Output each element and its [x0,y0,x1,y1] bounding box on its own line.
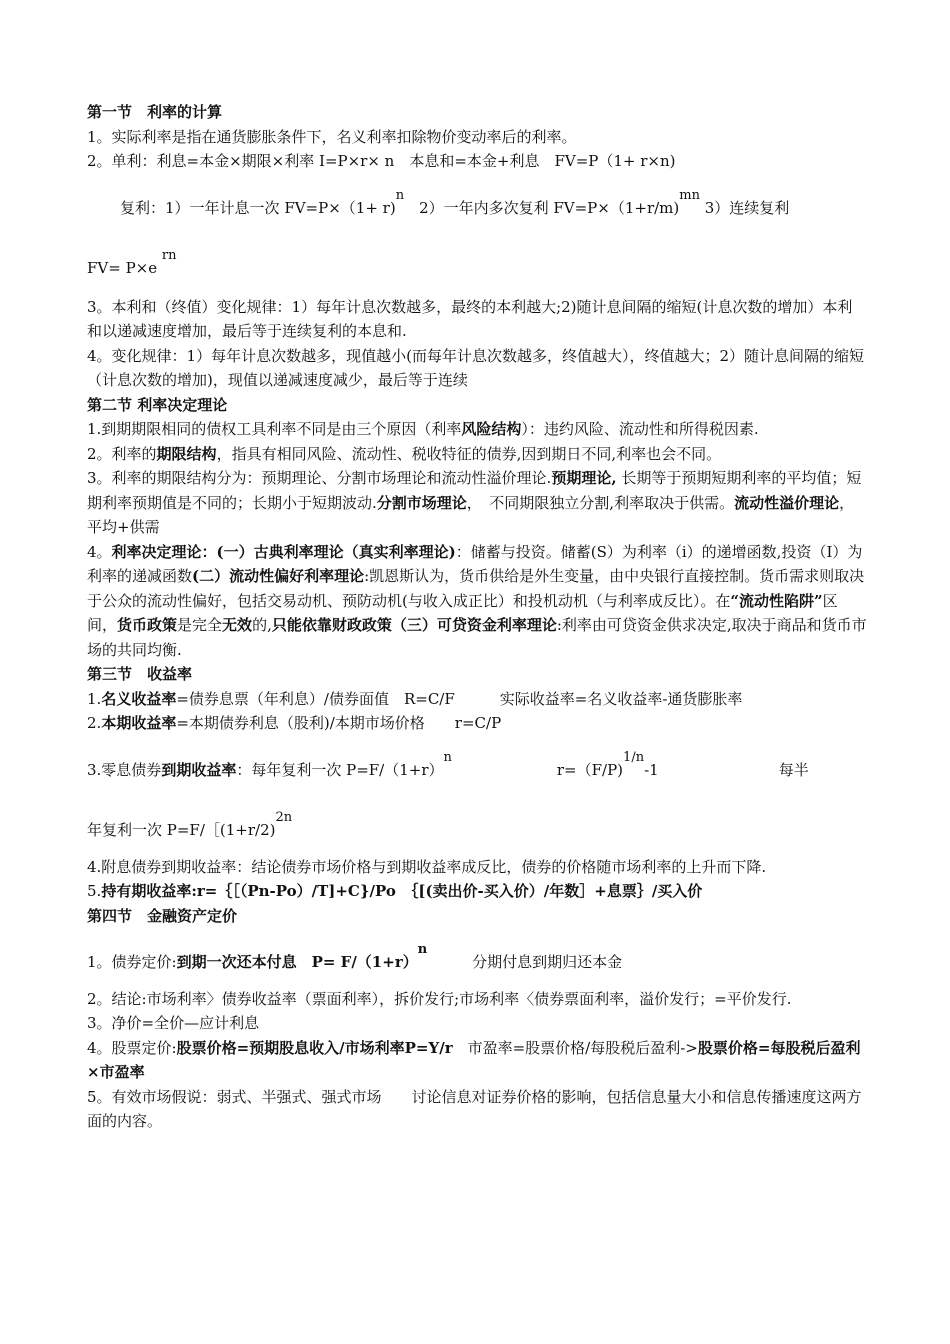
text-run: =本期债券利息（股利)/本期市场价格 r=C/P [176,714,502,732]
compound-interest-1: 复利：1）一年计息一次 FV=P×（1+ r) [105,198,396,217]
s3-paragraph-5: 4.附息债券到期收益率：结论债券市场价格与到期收益率成反比，债券的价格随市场利率的上升而下降. [87,857,767,876]
bold-run: “流动性陷阱” [730,591,823,610]
text-run: 3。利率的期限结构分为：预期理论、分割市场理论和流动性溢价理论. [87,469,552,487]
bold-run: 货币政策 [117,616,178,634]
text-run: ，平均+供需 [87,493,855,536]
bold-run: 期限结构 [156,444,217,463]
text-run: 1。债券定价: [87,953,177,971]
text-run: 2. [87,714,102,732]
exp-2n: 2n [275,810,293,825]
text-run: -1 每半 [644,760,809,779]
section-1-title: 第一节 利率的计算 [87,103,223,121]
bold-run: 持有期收益率:r=｛［（Pn-Po）/T]+C}/Po ｛[(卖出价-买入价）/年数］+息票｝/买入价 [101,882,703,900]
bold-run: 预期理论, [551,469,617,487]
s4-paragraph-2: 2。结论:市场利率〉债券收益率（票面利率），拆价发行;市场利率〈债券票面利率，溢价发行；=平价发行. [87,989,792,1008]
exp-n: n [417,942,428,957]
text-run: 区间， [87,591,838,634]
text-run: ）：违约风险、流动性和所得税因素. [521,420,759,438]
s3-paragraph-6 [87,879,867,904]
bold-run: 只能依靠财政政策（三）可贷资金利率理论 [271,616,557,634]
text-run: ，指具有相同风险、流动性、税收特征的债券,因到期日不同,利率也会不同。 [216,444,722,463]
text-run: 4。 [87,542,112,561]
s2-paragraph-2 [87,442,867,467]
exp-n: n [443,749,452,765]
s1-paragraph-5: 3。本利和（终值）变化规律：1）每年计息次数越多，最终的本利越大;2)随计息间隔的缩短(计息次数的增加）本利和以递减速度增加，最后等于连续复利的本息和. [87,297,853,340]
text-run: 的, [252,616,272,634]
s1-paragraph-4 [87,248,867,283]
s4-paragraph-1 [87,942,867,977]
compound-interest-2: 2）一年内多次复利 FV=P×（1+r/m) [404,198,680,217]
s2-paragraph-3 [87,466,867,540]
text-run: ：储蓄与投资。储蓄(S）为利率（i）的递增函数,投资（I）为利率的递减函数 [87,542,863,585]
text-run: 5. [87,882,102,900]
s1-paragraph-6: 4。变化规律：1）每年计息次数越多，现值越小(而每年计息次数越多，终值越大），终值越大；2）随计息间隔的缩短（计息次数的增加)，现值以递减速度减少，最后等于连续 [87,346,864,389]
text-run: 是完全 [177,616,223,634]
section-3-title: 第三节 收益率 [87,665,193,683]
text-run: ：每年复利一次 P=F/（1+r） [236,760,444,779]
bold-run: 分割市场理论 [376,493,467,512]
bold-run: 本期收益率 [101,714,177,732]
s4-paragraph-5: 5。有效市场假说：弱式、半强式、强式市场 讨论信息对证券价格的影响，包括信息量大小和信息传播速度这两方面的内容。 [87,1087,862,1130]
bold-run: 股票价格=预期股息收入/市场利率P=Y/r [176,1038,453,1057]
exp-n: n [395,187,405,203]
s2-paragraph-1 [87,417,867,442]
s1-paragraph-1: 1。实际利率是指在通货膨胀条件下，名义利率扣除物价变动率后的利率。 [87,127,577,146]
text-run: 分期付息到期归还本金 [427,953,623,971]
bold-run: 股票价格=每股税后盈利×市盈率 [87,1038,861,1081]
text-run: 1. [87,689,102,708]
bold-run: 利率决定理论：(一）古典利率理论（真实利率理论) [111,542,456,561]
bold-run: 流动性溢价理论 [734,493,840,512]
exp-1-over-n: 1/n [623,749,645,765]
text-run: r=（F/P) [451,760,624,779]
s4-paragraph-4 [87,1036,867,1085]
exp-rn: rn [161,248,177,263]
bold-run: 无效 [222,616,253,634]
text-run: 市盈率=股票价格/每股税后盈利-> [452,1038,698,1057]
text-run: 1.到期期限相同的债权工具利率不同是由三个原因（利率 [87,420,462,438]
compound-interest-3: 3）连续复利 [699,198,790,217]
bold-run: 到期一次还本付息 P= F/（1+r） [176,953,418,971]
s3-paragraph-1 [87,687,867,712]
s4-paragraph-3: 3。净价=全价—应计利息 [87,1014,260,1032]
text-run: 年复利一次 P=F/［(1+r/2) [87,821,276,839]
continuous-formula: FV= P×e [87,259,162,277]
bold-run: 到期收益率 [161,760,237,779]
text-run: =债券息票（年利息）/债券面值 R=C/F 实际收益率=名义收益率-通货膨胀率 [176,689,743,708]
text-run: ， 不同期限独立分割,利率取决于供需。 [466,493,735,512]
bold-run: (二）流动性偏好利率理论 [192,567,365,585]
bold-run: 名义收益率 [101,689,177,708]
s1-paragraph-3 [87,187,867,223]
text-run: 3.零息债券 [87,760,162,779]
s3-paragraph-4 [87,810,867,845]
text-run: :凯恩斯认为，货币供给是外生变量，由中央银行直接控制。货币需求则取决于公众的流动性偏好，包括交易动机、预防动机(与收入成正比）和投机动机（与利率成反比）。在 [87,567,865,610]
document-body [87,100,867,1134]
text-run: 4。股票定价: [87,1038,177,1057]
text-run: :利率由可贷资金供求决定,取决于商品和货币市场的共同均衡. [87,616,867,659]
bold-run: 风险结构 [461,420,522,438]
text-run: 长期等于预期短期利率的平均值；短期利率预期值是不同的；长期小于短期波动. [87,469,862,512]
exp-mn: mn [679,187,700,203]
s2-paragraph-4 [87,540,867,663]
section-2-title: 第二节 利率决定理论 [87,395,228,414]
text-run: 2。利率的 [87,444,157,463]
section-4-title: 第四节 金融资产定价 [87,906,238,925]
s3-paragraph-3 [87,749,867,785]
s3-paragraph-2 [87,711,867,736]
s1-paragraph-2: 2。单利：利息=本金×期限×利率 I=P×r× n 本息和=本金+利息 FV=P（1+ r×n) [87,152,676,170]
